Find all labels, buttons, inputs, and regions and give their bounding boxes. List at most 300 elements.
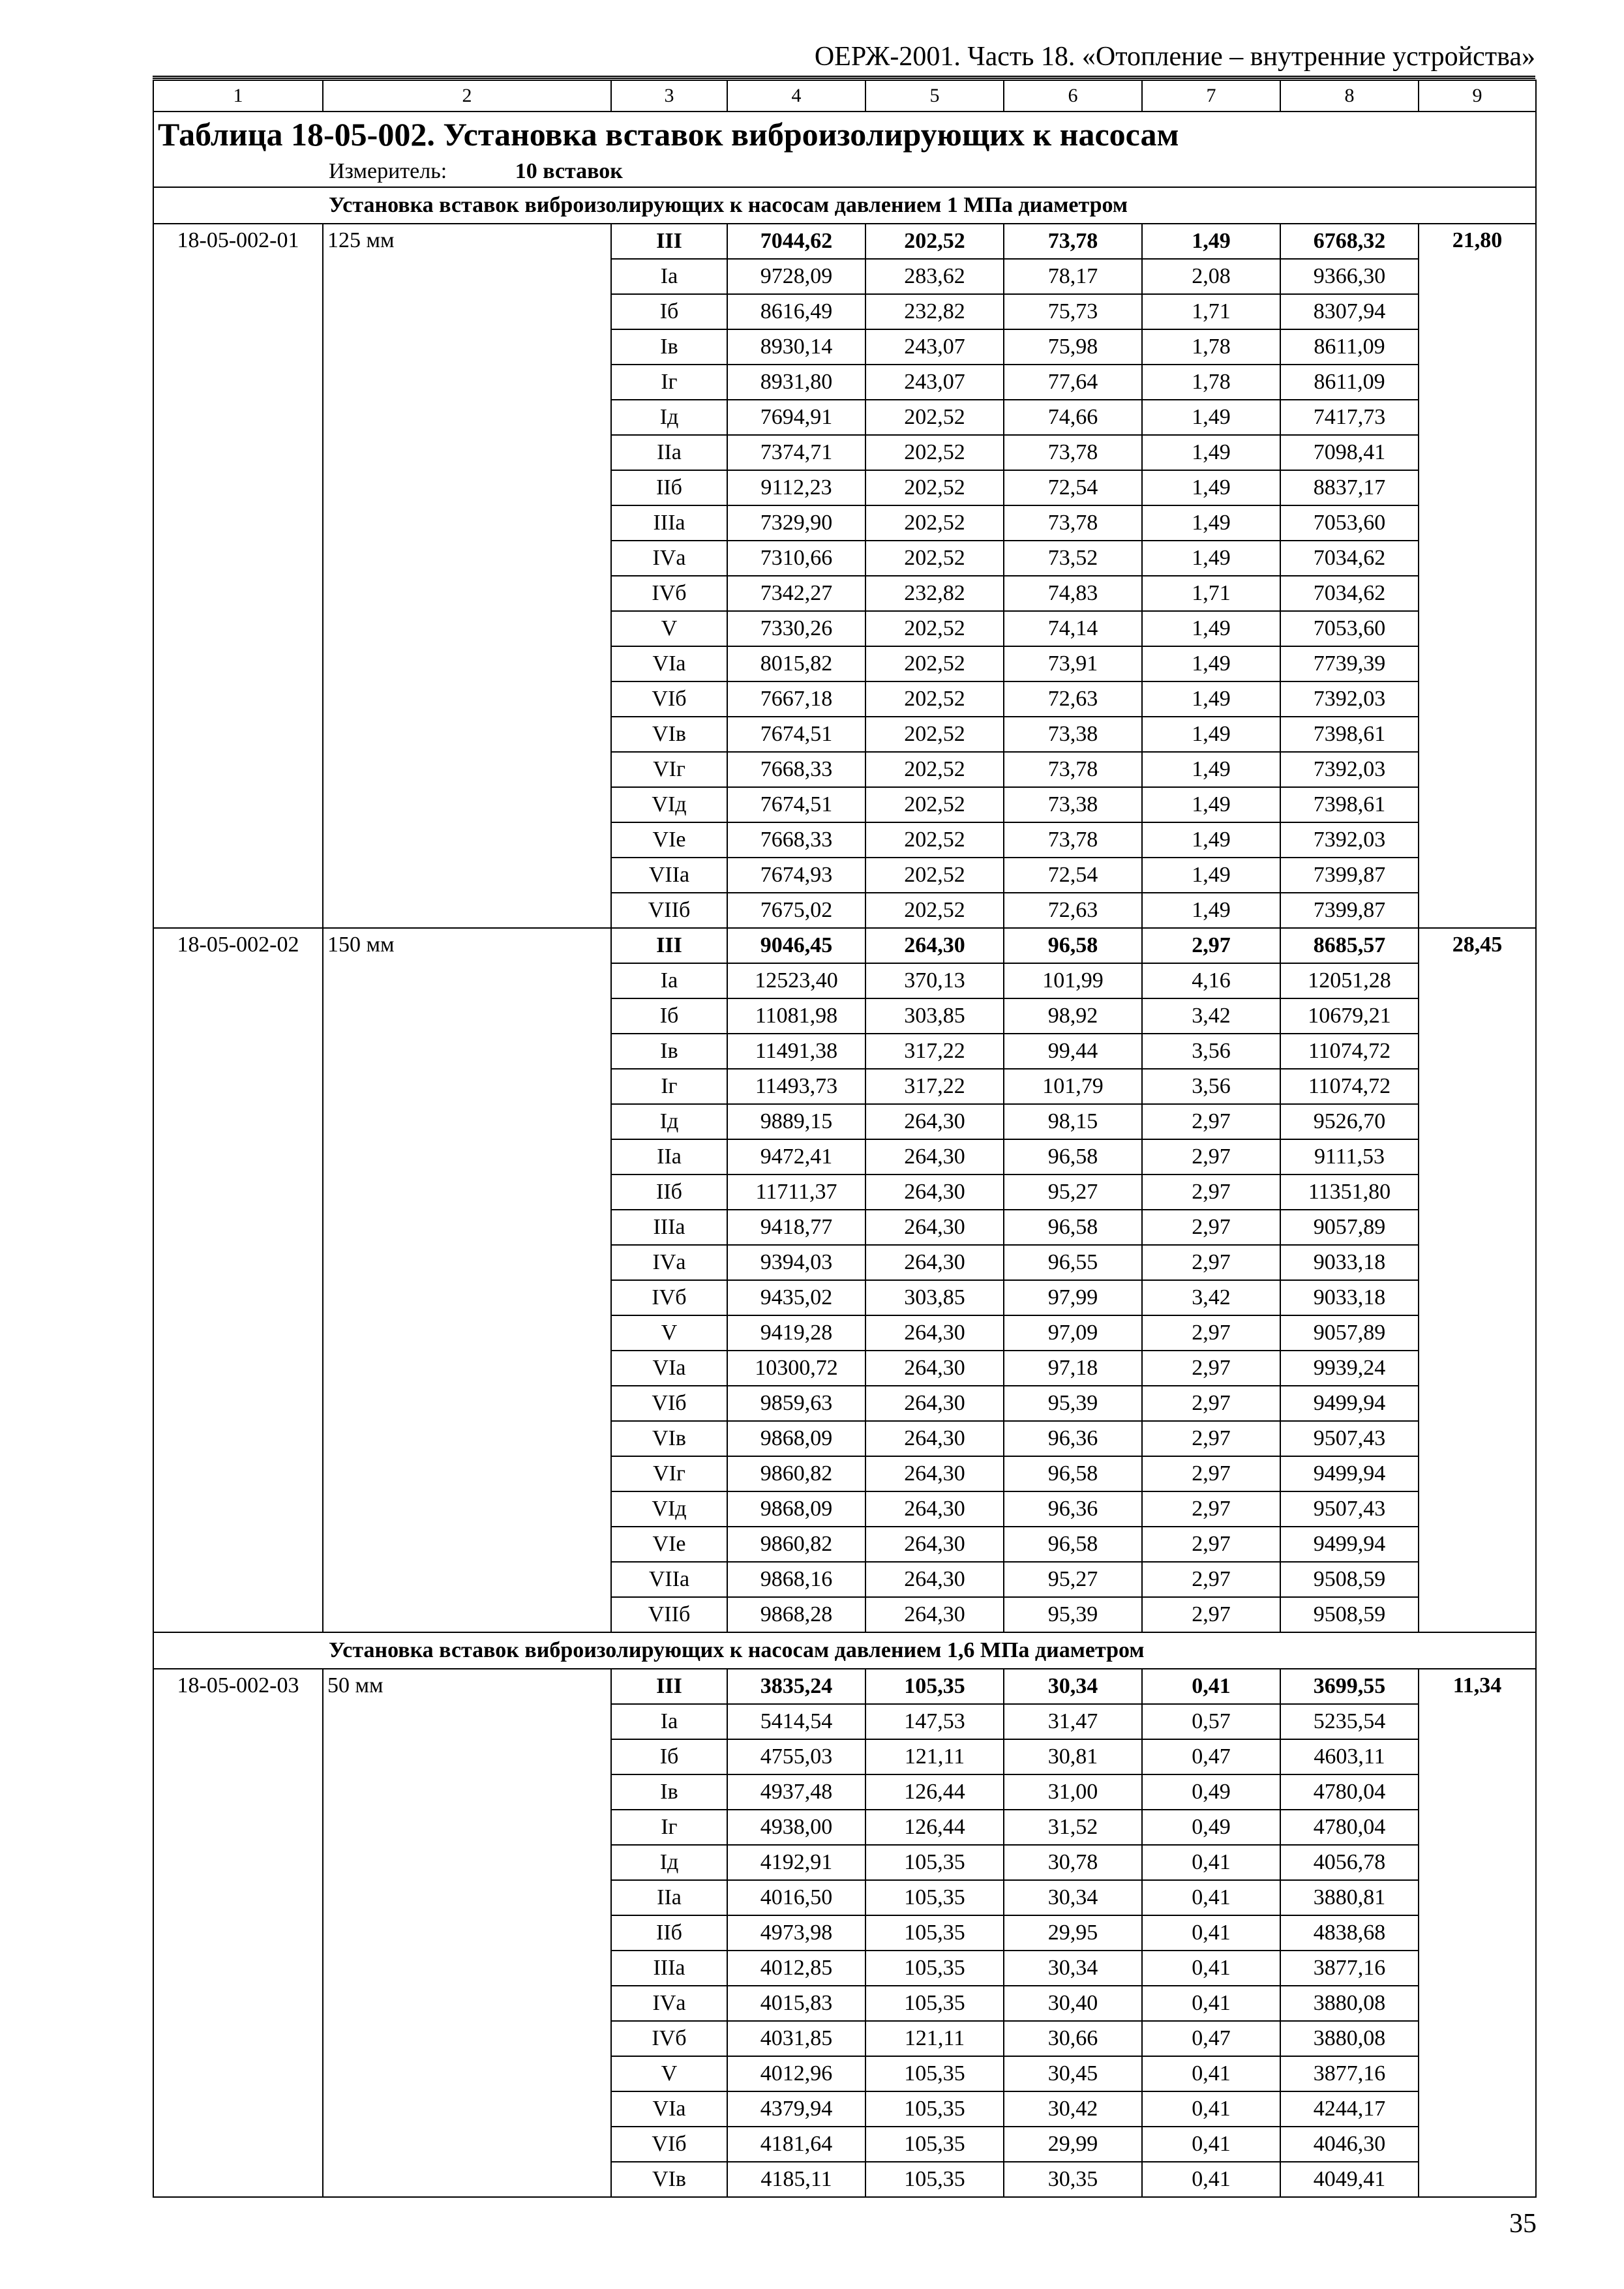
value-cell: 73,78	[1004, 752, 1142, 787]
value-cell: 96,58	[1004, 1139, 1142, 1174]
value-cell: 202,52	[865, 681, 1004, 717]
value-cell: 9111,53	[1280, 1139, 1419, 1174]
value-cell: 9033,18	[1280, 1245, 1419, 1280]
zone-label: Iд	[611, 1104, 727, 1139]
value-cell: 126,44	[865, 1810, 1004, 1845]
value-cell: 3880,81	[1280, 1880, 1419, 1915]
value-cell: 4185,11	[727, 2162, 865, 2197]
zone-label: III	[611, 224, 727, 259]
zone-label: VIIб	[611, 1597, 727, 1632]
value-cell: 30,78	[1004, 1845, 1142, 1880]
value-cell: 2,97	[1142, 1351, 1280, 1386]
value-cell: 99,44	[1004, 1034, 1142, 1069]
column-number: 2	[323, 80, 611, 112]
value-cell: 30,42	[1004, 2091, 1142, 2127]
value-cell: 73,91	[1004, 646, 1142, 681]
value-cell: 370,13	[865, 963, 1004, 998]
column-number: 7	[1142, 80, 1280, 112]
value-cell: 96,36	[1004, 1421, 1142, 1456]
pipe-diameter: 150 мм	[323, 928, 611, 1632]
value-cell: 9057,89	[1280, 1315, 1419, 1351]
value-cell: 1,78	[1142, 365, 1280, 400]
value-cell: 73,52	[1004, 541, 1142, 576]
value-cell: 4937,48	[727, 1774, 865, 1810]
value-cell: 9366,30	[1280, 259, 1419, 294]
column-number: 1	[153, 80, 323, 112]
zone-label: VIе	[611, 822, 727, 858]
meter-line	[158, 157, 1531, 187]
value-cell: 4379,94	[727, 2091, 865, 2127]
column-number: 3	[611, 80, 727, 112]
value-cell: 95,39	[1004, 1386, 1142, 1421]
table-row	[153, 1669, 1536, 1704]
column-number: 6	[1004, 80, 1142, 112]
value-cell: 0,41	[1142, 1845, 1280, 1880]
value-cell: 7053,60	[1280, 611, 1419, 646]
value-cell: 4046,30	[1280, 2127, 1419, 2162]
value-cell: 8931,80	[727, 365, 865, 400]
value-cell: 264,30	[865, 1210, 1004, 1245]
value-cell: 96,58	[1004, 1210, 1142, 1245]
value-cell: 9507,43	[1280, 1491, 1419, 1527]
value-cell: 9728,09	[727, 259, 865, 294]
value-cell: 73,38	[1004, 717, 1142, 752]
value-cell: 3835,24	[727, 1669, 865, 1704]
value-cell: 73,78	[1004, 435, 1142, 470]
value-cell: 202,52	[865, 470, 1004, 505]
value-cell: 7310,66	[727, 541, 865, 576]
value-cell: 96,55	[1004, 1245, 1142, 1280]
section-heading: Установка вставок виброизолирующих к насосам давлением 1 МПа диаметром	[153, 187, 1536, 224]
zone-label: VIIа	[611, 858, 727, 893]
value-cell: 7330,26	[727, 611, 865, 646]
zone-label: VIд	[611, 1491, 727, 1527]
value-cell: 97,09	[1004, 1315, 1142, 1351]
value-cell: 3877,16	[1280, 2056, 1419, 2091]
value-cell: 9868,28	[727, 1597, 865, 1632]
value-cell: 31,47	[1004, 1704, 1142, 1739]
value-cell: 4012,85	[727, 1951, 865, 1986]
zone-label: IIIа	[611, 505, 727, 541]
value-cell: 202,52	[865, 435, 1004, 470]
value-cell: 9419,28	[727, 1315, 865, 1351]
column-number: 5	[865, 80, 1004, 112]
value-cell: 4016,50	[727, 1880, 865, 1915]
value-cell: 283,62	[865, 259, 1004, 294]
value-cell: 105,35	[865, 1845, 1004, 1880]
value-cell: 1,49	[1142, 681, 1280, 717]
value-cell: 7034,62	[1280, 576, 1419, 611]
value-cell: 3,56	[1142, 1034, 1280, 1069]
value-cell: 9112,23	[727, 470, 865, 505]
value-cell: 264,30	[865, 1245, 1004, 1280]
value-cell: 72,54	[1004, 470, 1142, 505]
value-cell: 7374,71	[727, 435, 865, 470]
page-number: 35	[1509, 2209, 1537, 2239]
value-cell: 3,42	[1142, 998, 1280, 1034]
column-number: 4	[727, 80, 865, 112]
value-cell: 4031,85	[727, 2021, 865, 2056]
value-cell: 9507,43	[1280, 1421, 1419, 1456]
value-cell: 78,17	[1004, 259, 1142, 294]
value-cell: 9508,59	[1280, 1597, 1419, 1632]
zone-label: IIа	[611, 1139, 727, 1174]
zone-label: VIе	[611, 1527, 727, 1562]
value-cell: 9472,41	[727, 1139, 865, 1174]
value-cell: 4015,83	[727, 1986, 865, 2021]
table-row	[153, 224, 1536, 259]
zone-label: VIв	[611, 1421, 727, 1456]
value-cell: 1,49	[1142, 541, 1280, 576]
zone-label: Iа	[611, 259, 727, 294]
value-cell: 12051,28	[1280, 963, 1419, 998]
zone-label: IIIа	[611, 1951, 727, 1986]
value-cell: 5414,54	[727, 1704, 865, 1739]
value-cell: 4603,11	[1280, 1739, 1419, 1774]
value-cell: 0,49	[1142, 1810, 1280, 1845]
value-cell: 95,27	[1004, 1562, 1142, 1597]
value-cell: 9868,16	[727, 1562, 865, 1597]
value-cell: 243,07	[865, 329, 1004, 365]
value-cell: 105,35	[865, 1669, 1004, 1704]
value-cell: 202,52	[865, 822, 1004, 858]
section-heading-row	[153, 187, 1536, 224]
value-cell: 30,34	[1004, 1669, 1142, 1704]
value-cell: 2,97	[1142, 1210, 1280, 1245]
value-cell: 8930,14	[727, 329, 865, 365]
value-cell: 303,85	[865, 1280, 1004, 1315]
value-cell: 7398,61	[1280, 717, 1419, 752]
value-cell: 75,73	[1004, 294, 1142, 329]
rate-code: 18-05-002-02	[153, 928, 323, 1632]
value-cell: 97,99	[1004, 1280, 1142, 1315]
zone-label: V	[611, 2056, 727, 2091]
zone-label: Iб	[611, 1739, 727, 1774]
value-cell: 303,85	[865, 998, 1004, 1034]
value-cell: 264,30	[865, 1351, 1004, 1386]
value-cell: 3699,55	[1280, 1669, 1419, 1704]
zone-label: VIв	[611, 2162, 727, 2197]
value-cell: 4,16	[1142, 963, 1280, 998]
zone-label: Iа	[611, 1704, 727, 1739]
value-cell: 264,30	[865, 1527, 1004, 1562]
value-cell: 232,82	[865, 576, 1004, 611]
value-cell: 264,30	[865, 1421, 1004, 1456]
value-cell: 77,64	[1004, 365, 1142, 400]
section-heading-row	[153, 1632, 1536, 1669]
value-cell: 30,81	[1004, 1739, 1142, 1774]
value-cell: 8685,57	[1280, 928, 1419, 963]
value-cell: 105,35	[865, 2091, 1004, 2127]
zone-label: Iб	[611, 294, 727, 329]
value-cell: 1,49	[1142, 893, 1280, 928]
value-cell: 9057,89	[1280, 1210, 1419, 1245]
value-cell: 264,30	[865, 1597, 1004, 1632]
value-cell: 8015,82	[727, 646, 865, 681]
value-cell: 10300,72	[727, 1351, 865, 1386]
value-cell: 9859,63	[727, 1386, 865, 1421]
value-cell: 202,52	[865, 400, 1004, 435]
value-cell: 9499,94	[1280, 1386, 1419, 1421]
value-cell: 1,49	[1142, 822, 1280, 858]
value-cell: 7392,03	[1280, 681, 1419, 717]
value-cell: 9860,82	[727, 1456, 865, 1491]
zone-label: VIб	[611, 2127, 727, 2162]
value-cell: 2,97	[1142, 1386, 1280, 1421]
value-cell: 1,49	[1142, 787, 1280, 822]
value-cell: 202,52	[865, 717, 1004, 752]
table-body	[153, 80, 1536, 2197]
value-cell: 11074,72	[1280, 1034, 1419, 1069]
value-cell: 7392,03	[1280, 822, 1419, 858]
zone-label: Iб	[611, 998, 727, 1034]
value-cell: 10679,21	[1280, 998, 1419, 1034]
value-cell: 105,35	[865, 1986, 1004, 2021]
value-cell: 4938,00	[727, 1810, 865, 1845]
value-cell: 73,78	[1004, 505, 1142, 541]
value-cell: 73,78	[1004, 224, 1142, 259]
value-cell: 3877,16	[1280, 1951, 1419, 1986]
value-cell: 202,52	[865, 752, 1004, 787]
value-cell: 72,63	[1004, 681, 1142, 717]
value-cell: 1,49	[1142, 717, 1280, 752]
value-cell: 2,97	[1142, 1174, 1280, 1210]
value-cell: 101,79	[1004, 1069, 1142, 1104]
value-cell: 30,40	[1004, 1986, 1142, 2021]
value-cell: 2,97	[1142, 1456, 1280, 1491]
value-cell: 9868,09	[727, 1421, 865, 1456]
value-cell: 9418,77	[727, 1210, 865, 1245]
value-cell: 7675,02	[727, 893, 865, 928]
value-cell: 2,97	[1142, 1527, 1280, 1562]
value-cell: 73,78	[1004, 822, 1142, 858]
value-cell: 1,49	[1142, 611, 1280, 646]
value-cell: 31,00	[1004, 1774, 1142, 1810]
value-cell: 7417,73	[1280, 400, 1419, 435]
value-cell: 4049,41	[1280, 2162, 1419, 2197]
value-cell: 11081,98	[727, 998, 865, 1034]
value-cell: 7399,87	[1280, 858, 1419, 893]
value-cell: 95,27	[1004, 1174, 1142, 1210]
value-cell: 9394,03	[727, 1245, 865, 1280]
table-title: Таблица 18-05-002. Установка вставок виброизолирующих к насосам	[158, 116, 1179, 153]
value-cell: 202,52	[865, 541, 1004, 576]
zone-label: IVб	[611, 2021, 727, 2056]
value-cell: 0,41	[1142, 2162, 1280, 2197]
value-cell: 9435,02	[727, 1280, 865, 1315]
value-cell: 3,42	[1142, 1280, 1280, 1315]
column-number-row	[153, 80, 1536, 112]
value-cell: 31,52	[1004, 1810, 1142, 1845]
zone-label: V	[611, 611, 727, 646]
zone-label: Iг	[611, 1069, 727, 1104]
value-cell: 4780,04	[1280, 1810, 1419, 1845]
value-cell: 0,57	[1142, 1704, 1280, 1739]
value-cell: 1,49	[1142, 752, 1280, 787]
value-cell: 147,53	[865, 1704, 1004, 1739]
value-cell: 7098,41	[1280, 435, 1419, 470]
value-cell: 7034,62	[1280, 541, 1419, 576]
value-cell: 0,41	[1142, 1880, 1280, 1915]
value-cell: 30,34	[1004, 1880, 1142, 1915]
meter-label: Измеритель:	[329, 159, 447, 183]
value-cell: 3880,08	[1280, 1986, 1419, 2021]
value-cell: 95,39	[1004, 1597, 1142, 1632]
value-cell: 2,97	[1142, 928, 1280, 963]
zone-label: Iа	[611, 963, 727, 998]
value-cell: 2,97	[1142, 1491, 1280, 1527]
zone-label: VIб	[611, 681, 727, 717]
value-cell: 73,38	[1004, 787, 1142, 822]
value-cell: 7694,91	[727, 400, 865, 435]
value-cell: 105,35	[865, 1915, 1004, 1951]
value-cell: 74,83	[1004, 576, 1142, 611]
zone-label: Iд	[611, 400, 727, 435]
value-cell: 8616,49	[727, 294, 865, 329]
value-cell: 7674,51	[727, 717, 865, 752]
labor-cost: 21,80	[1419, 224, 1536, 928]
value-cell: 30,45	[1004, 2056, 1142, 2091]
zone-label: IVб	[611, 1280, 727, 1315]
value-cell: 3,56	[1142, 1069, 1280, 1104]
value-cell: 9046,45	[727, 928, 865, 963]
value-cell: 2,97	[1142, 1597, 1280, 1632]
value-cell: 4181,64	[727, 2127, 865, 2162]
value-cell: 96,58	[1004, 928, 1142, 963]
zone-label: VIг	[611, 1456, 727, 1491]
value-cell: 105,35	[865, 1880, 1004, 1915]
value-cell: 4056,78	[1280, 1845, 1419, 1880]
zone-label: IIа	[611, 1880, 727, 1915]
value-cell: 105,35	[865, 2162, 1004, 2197]
zone-label: IVб	[611, 576, 727, 611]
title-cell	[153, 112, 1536, 187]
value-cell: 4755,03	[727, 1739, 865, 1774]
value-cell: 74,66	[1004, 400, 1142, 435]
value-cell: 232,82	[865, 294, 1004, 329]
value-cell: 264,30	[865, 1315, 1004, 1351]
zone-label: III	[611, 1669, 727, 1704]
value-cell: 264,30	[865, 1456, 1004, 1491]
value-cell: 1,49	[1142, 224, 1280, 259]
value-cell: 1,71	[1142, 576, 1280, 611]
pipe-diameter: 50 мм	[323, 1669, 611, 2197]
value-cell: 317,22	[865, 1034, 1004, 1069]
zone-label: VIа	[611, 2091, 727, 2127]
value-cell: 7667,18	[727, 681, 865, 717]
value-cell: 11074,72	[1280, 1069, 1419, 1104]
value-cell: 264,30	[865, 1562, 1004, 1597]
labor-cost: 28,45	[1419, 928, 1536, 1632]
value-cell: 0,41	[1142, 1669, 1280, 1704]
value-cell: 74,14	[1004, 611, 1142, 646]
value-cell: 72,54	[1004, 858, 1142, 893]
zone-label: VIг	[611, 752, 727, 787]
value-cell: 1,49	[1142, 400, 1280, 435]
value-cell: 0,47	[1142, 2021, 1280, 2056]
value-cell: 2,08	[1142, 259, 1280, 294]
value-cell: 8611,09	[1280, 365, 1419, 400]
section-heading: Установка вставок виброизолирующих к насосам давлением 1,6 МПа диаметром	[153, 1632, 1536, 1669]
value-cell: 1,49	[1142, 505, 1280, 541]
value-cell: 202,52	[865, 787, 1004, 822]
zone-label: IIб	[611, 1174, 727, 1210]
zone-label: IIIа	[611, 1210, 727, 1245]
value-cell: 1,78	[1142, 329, 1280, 365]
value-cell: 7668,33	[727, 822, 865, 858]
value-cell: 101,99	[1004, 963, 1142, 998]
value-cell: 264,30	[865, 928, 1004, 963]
value-cell: 30,66	[1004, 2021, 1142, 2056]
value-cell: 96,36	[1004, 1491, 1142, 1527]
value-cell: 9033,18	[1280, 1280, 1419, 1315]
zone-label: VIд	[611, 787, 727, 822]
value-cell: 2,97	[1142, 1315, 1280, 1351]
value-cell: 264,30	[865, 1139, 1004, 1174]
zone-label: Iв	[611, 1034, 727, 1069]
value-cell: 4012,96	[727, 2056, 865, 2091]
value-cell: 9860,82	[727, 1527, 865, 1562]
value-cell: 11491,38	[727, 1034, 865, 1069]
zone-label: III	[611, 928, 727, 963]
value-cell: 0,41	[1142, 1951, 1280, 1986]
zone-label: IVа	[611, 541, 727, 576]
value-cell: 96,58	[1004, 1456, 1142, 1491]
zone-label: Iг	[611, 1810, 727, 1845]
rates-table	[153, 80, 1537, 2198]
value-cell: 202,52	[865, 611, 1004, 646]
value-cell: 72,63	[1004, 893, 1142, 928]
zone-label: Iд	[611, 1845, 727, 1880]
value-cell: 105,35	[865, 1951, 1004, 1986]
value-cell: 8837,17	[1280, 470, 1419, 505]
labor-cost: 11,34	[1419, 1669, 1536, 2197]
value-cell: 7668,33	[727, 752, 865, 787]
value-cell: 202,52	[865, 858, 1004, 893]
value-cell: 264,30	[865, 1386, 1004, 1421]
value-cell: 0,41	[1142, 1915, 1280, 1951]
zone-label: VIа	[611, 646, 727, 681]
value-cell: 202,52	[865, 646, 1004, 681]
pipe-diameter: 125 мм	[323, 224, 611, 928]
value-cell: 1,49	[1142, 858, 1280, 893]
value-cell: 4244,17	[1280, 2091, 1419, 2127]
value-cell: 7399,87	[1280, 893, 1419, 928]
value-cell: 3880,08	[1280, 2021, 1419, 2056]
value-cell: 264,30	[865, 1104, 1004, 1139]
value-cell: 1,49	[1142, 435, 1280, 470]
value-cell: 12523,40	[727, 963, 865, 998]
value-cell: 9889,15	[727, 1104, 865, 1139]
value-cell: 2,97	[1142, 1104, 1280, 1139]
value-cell: 30,34	[1004, 1951, 1142, 1986]
column-number: 8	[1280, 80, 1419, 112]
value-cell: 1,49	[1142, 470, 1280, 505]
value-cell: 4973,98	[727, 1915, 865, 1951]
value-cell: 11711,37	[727, 1174, 865, 1210]
zone-label: IIа	[611, 435, 727, 470]
zone-label: IVа	[611, 1986, 727, 2021]
value-cell: 9939,24	[1280, 1351, 1419, 1386]
value-cell: 121,11	[865, 1739, 1004, 1774]
value-cell: 30,35	[1004, 2162, 1142, 2197]
zone-label: Iв	[611, 1774, 727, 1810]
meter-value: 10 вставок	[515, 159, 623, 183]
zone-label: VIIб	[611, 893, 727, 928]
value-cell: 1,71	[1142, 294, 1280, 329]
value-cell: 2,97	[1142, 1562, 1280, 1597]
value-cell: 75,98	[1004, 329, 1142, 365]
